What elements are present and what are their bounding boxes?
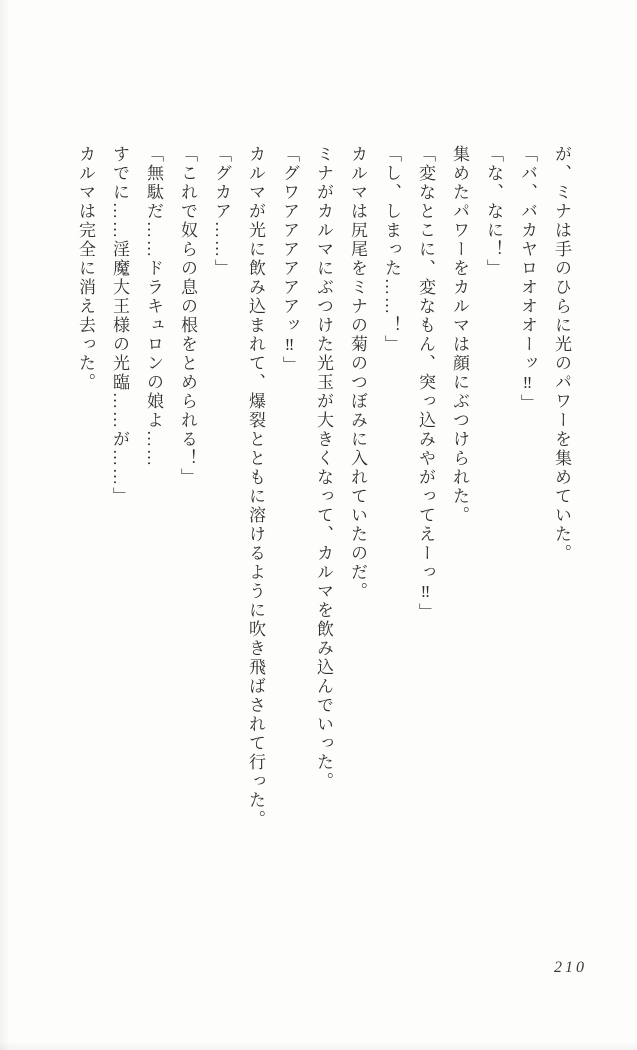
text-line: 「変なとこに、変なもん、突っ込みやがってえーっ‼」	[416, 145, 435, 622]
text-line: カルマが光に飲み込まれて、爆裂とともに溶けるように吹き飛ばされて行った。	[246, 145, 265, 829]
text-line: 集めたパワーをカルマは顔にぶつけられた。	[450, 145, 469, 525]
text-line: カルマは完全に消え去った。	[76, 145, 95, 392]
vertical-text-block	[68, 145, 578, 850]
text-line: ミナがカルマにぶつけた光玉が大きくなって、カルマを飲み込んでいった。	[314, 145, 333, 791]
text-line: 「バ、バカヤロオオオーッ‼」	[518, 145, 537, 413]
text-line: 「無駄だ……ドラキュロンの娘よ……	[144, 145, 163, 468]
scan-shadow-bottom	[0, 1042, 637, 1050]
text-line: 「これで奴らの息の根をとめられる！」	[178, 145, 197, 487]
text-line: 「し、しまった……！」	[382, 145, 401, 354]
text-line: 「グカア……」	[212, 145, 231, 278]
scan-shadow-left	[0, 0, 10, 1050]
text-line: カルマは尻尾をミナの菊のつぼみに入れていたのだ。	[348, 145, 367, 601]
text-line: が、ミナは手のひらに光のパワーを集めていた。	[552, 145, 571, 563]
page-number: 210	[554, 959, 587, 976]
text-line: すでに……淫魔大王様の光臨……が……」	[110, 145, 129, 506]
text-line: 「な、なに！」	[484, 145, 503, 278]
text-line: 「グワアアアアアアッ‼」	[280, 145, 299, 375]
